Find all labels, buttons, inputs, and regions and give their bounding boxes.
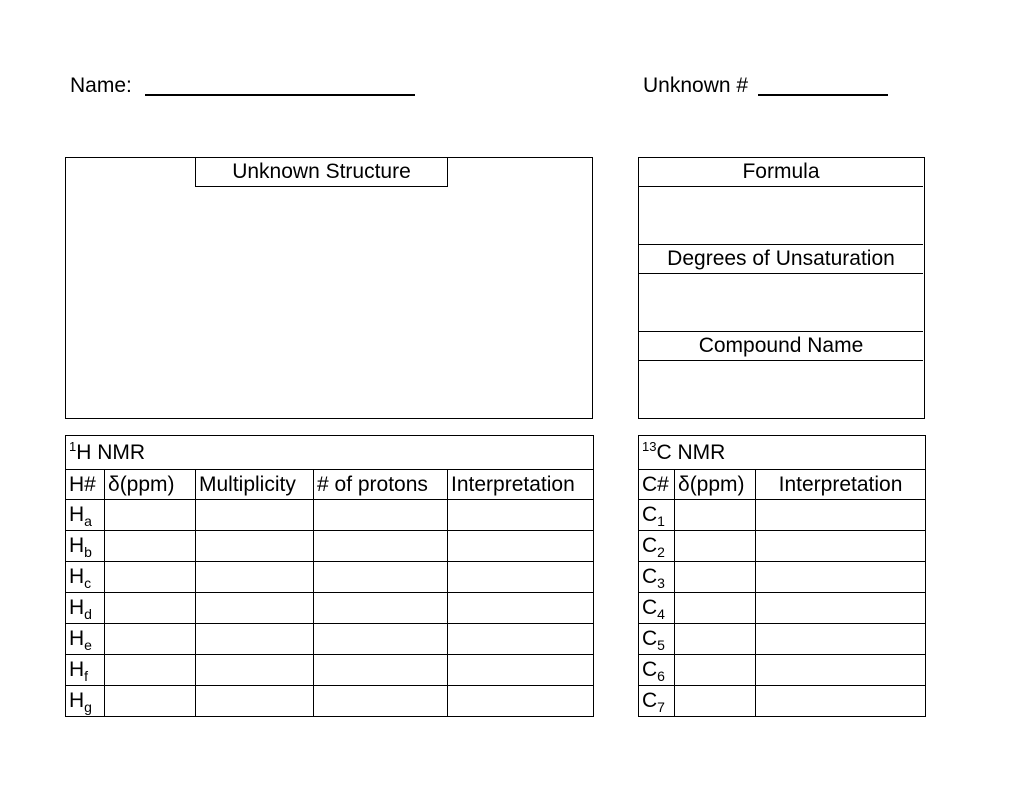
c-cell-shift[interactable] <box>675 624 756 655</box>
h-nmr-table <box>65 435 594 717</box>
h-row-label-base: H <box>69 658 85 681</box>
c-col-cnum: C# <box>639 470 675 500</box>
h-row <box>66 655 594 686</box>
c-row <box>639 686 926 717</box>
h-row-label-sub: d <box>84 606 92 622</box>
h-cell-multiplicity[interactable] <box>196 531 314 562</box>
c-cell-interpretation[interactable] <box>756 562 926 593</box>
c-nmr-title-sup: 13 <box>642 438 657 454</box>
c-row-label-sub: 2 <box>657 544 665 560</box>
h-cell-protons[interactable] <box>314 562 448 593</box>
h-row-label-sub: a <box>84 513 92 529</box>
h-row <box>66 686 594 717</box>
h-row-label <box>66 686 105 717</box>
compound-name-header: Compound Name <box>639 332 923 361</box>
c-cell-interpretation[interactable] <box>756 655 926 686</box>
h-cell-interpretation[interactable] <box>448 655 594 686</box>
c-cell-interpretation[interactable] <box>756 624 926 655</box>
h-cell-multiplicity[interactable] <box>196 655 314 686</box>
c-row <box>639 562 926 593</box>
h-cell-shift[interactable] <box>105 624 196 655</box>
unknown-number-label: Unknown # <box>643 74 749 97</box>
c-row <box>639 531 926 562</box>
h-cell-multiplicity[interactable] <box>196 686 314 717</box>
h-col-hnum: H# <box>66 470 105 500</box>
info-box <box>638 157 925 419</box>
c-row-label-sub: 3 <box>657 575 665 591</box>
c-row-label <box>639 531 675 562</box>
h-nmr-title-text: H NMR <box>76 440 146 464</box>
c-row-label <box>639 500 675 531</box>
h-row <box>66 531 594 562</box>
c-cell-interpretation[interactable] <box>756 500 926 531</box>
c-row-label-sub: 7 <box>657 699 665 715</box>
h-col-multiplicity: Multiplicity <box>196 470 314 500</box>
h-cell-protons[interactable] <box>314 531 448 562</box>
c-cell-shift[interactable] <box>675 531 756 562</box>
h-row-label <box>66 500 105 531</box>
h-cell-interpretation[interactable] <box>448 624 594 655</box>
h-cell-protons[interactable] <box>314 624 448 655</box>
c-col-shift: δ(ppm) <box>675 470 756 500</box>
c-row-label <box>639 655 675 686</box>
h-cell-interpretation[interactable] <box>448 531 594 562</box>
structure-box[interactable] <box>65 157 593 419</box>
h-cell-multiplicity[interactable] <box>196 593 314 624</box>
h-cell-interpretation[interactable] <box>448 500 594 531</box>
h-row-label-sub: c <box>84 575 92 591</box>
c-row-label <box>639 593 675 624</box>
h-nmr-title-sup: 1 <box>69 438 77 454</box>
c-cell-interpretation[interactable] <box>756 686 926 717</box>
h-nmr-title <box>66 436 594 470</box>
c-row-label-sub: 4 <box>657 606 665 622</box>
h-col-protons: # of protons <box>314 470 448 500</box>
h-row-label-base: H <box>69 689 85 712</box>
h-cell-shift[interactable] <box>105 686 196 717</box>
h-row-label <box>66 624 105 655</box>
h-row-label <box>66 531 105 562</box>
degrees-field[interactable] <box>639 274 923 332</box>
structure-box-title: Unknown Structure <box>195 157 448 187</box>
c-nmr-table <box>638 435 926 717</box>
h-cell-shift[interactable] <box>105 562 196 593</box>
c-cell-shift[interactable] <box>675 593 756 624</box>
c-row <box>639 624 926 655</box>
h-row <box>66 593 594 624</box>
h-cell-interpretation[interactable] <box>448 593 594 624</box>
c-row-label-base: C <box>642 565 658 588</box>
c-row-label-sub: 5 <box>657 637 665 653</box>
h-row-label-sub: f <box>84 668 89 684</box>
h-row-label <box>66 593 105 624</box>
c-cell-interpretation[interactable] <box>756 593 926 624</box>
c-row-label-base: C <box>642 689 658 712</box>
c-col-interpretation: Interpretation <box>756 470 926 500</box>
c-nmr-title-text: C NMR <box>656 440 726 464</box>
h-cell-shift[interactable] <box>105 655 196 686</box>
c-row-label-sub: 6 <box>657 668 665 684</box>
unknown-number-field[interactable] <box>758 94 888 96</box>
h-row-label-base: H <box>69 534 85 557</box>
h-cell-protons[interactable] <box>314 593 448 624</box>
h-cell-interpretation[interactable] <box>448 686 594 717</box>
compound-name-field[interactable] <box>639 361 923 417</box>
c-cell-interpretation[interactable] <box>756 531 926 562</box>
c-nmr-title <box>639 436 926 470</box>
h-row-label-sub: b <box>84 544 92 560</box>
h-row-label <box>66 655 105 686</box>
c-cell-shift[interactable] <box>675 655 756 686</box>
h-cell-interpretation[interactable] <box>448 562 594 593</box>
c-row-label-base: C <box>642 503 658 526</box>
c-row-label-base: C <box>642 658 658 681</box>
c-row-label-base: C <box>642 534 658 557</box>
h-cell-protons[interactable] <box>314 655 448 686</box>
h-row <box>66 500 594 531</box>
h-row-label-base: H <box>69 627 85 650</box>
h-row-label-base: H <box>69 565 85 588</box>
h-row-label-base: H <box>69 596 85 619</box>
h-cell-multiplicity[interactable] <box>196 562 314 593</box>
c-row-label-base: C <box>642 596 658 619</box>
formula-header: Formula <box>639 158 923 187</box>
c-cell-shift[interactable] <box>675 686 756 717</box>
h-cell-multiplicity[interactable] <box>196 500 314 531</box>
h-cell-shift[interactable] <box>105 593 196 624</box>
c-row-label-base: C <box>642 627 658 650</box>
h-col-shift: δ(ppm) <box>105 470 196 500</box>
c-row-label <box>639 624 675 655</box>
c-row <box>639 655 926 686</box>
h-col-interpretation: Interpretation <box>448 470 594 500</box>
c-row-label <box>639 686 675 717</box>
name-field[interactable] <box>145 94 415 96</box>
h-cell-multiplicity[interactable] <box>196 624 314 655</box>
c-cell-shift[interactable] <box>675 562 756 593</box>
degrees-header: Degrees of Unsaturation <box>639 245 923 274</box>
h-cell-shift[interactable] <box>105 531 196 562</box>
h-cell-protons[interactable] <box>314 500 448 531</box>
c-row <box>639 593 926 624</box>
h-row-label <box>66 562 105 593</box>
h-cell-shift[interactable] <box>105 500 196 531</box>
h-row <box>66 562 594 593</box>
c-row <box>639 500 926 531</box>
h-row <box>66 624 594 655</box>
h-row-label-sub: e <box>84 637 92 653</box>
c-row-label-sub: 1 <box>657 513 665 529</box>
name-label: Name: <box>70 74 132 97</box>
c-cell-shift[interactable] <box>675 500 756 531</box>
c-row-label <box>639 562 675 593</box>
formula-field[interactable] <box>639 187 923 245</box>
h-row-label-base: H <box>69 503 85 526</box>
h-row-label-sub: g <box>84 699 92 715</box>
h-cell-protons[interactable] <box>314 686 448 717</box>
